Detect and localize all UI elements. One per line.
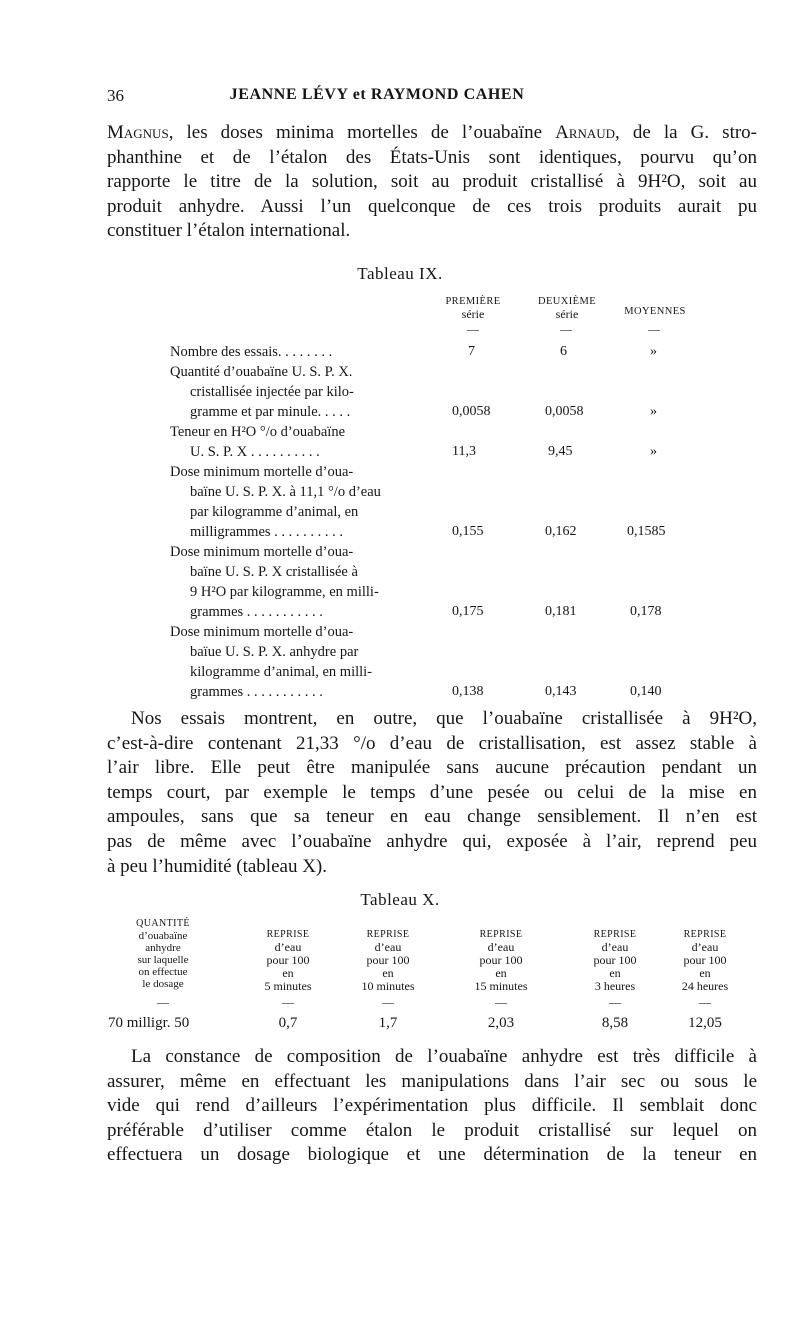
cell-value: 0,178 [630, 604, 662, 619]
table-10-dash: — [699, 995, 711, 1009]
text-line: effectuera un dosage biologique et une détermination de la teneur en [107, 1144, 757, 1166]
cell-value: 0,7 [278, 1015, 298, 1031]
cell-value: 11,3 [452, 444, 476, 459]
row-label: Nombre des essais. . . . . . . . [170, 344, 333, 360]
table-10-header-col: REPRISE d’eau pour 100 en 15 minutes [474, 929, 528, 993]
table-10-dash: — [495, 995, 507, 1009]
cell-value: 0,140 [630, 684, 662, 699]
cell-value: 2,03 [487, 1015, 515, 1031]
cell-value: 0,143 [545, 684, 577, 699]
table-10-dash: — [609, 995, 621, 1009]
table-10-header-col: REPRISE d’eau pour 100 en 10 minutes [361, 929, 415, 993]
table-10-dash: — [282, 995, 294, 1009]
cell-value: 7 [468, 344, 475, 359]
table-10 [108, 918, 748, 1038]
page-number: 36 [107, 86, 124, 105]
text-line: constituer l’étalon international. [107, 220, 351, 242]
cell-value: » [650, 404, 657, 419]
cell-value: 8,58 [601, 1015, 629, 1031]
cell-value: » [650, 444, 657, 459]
text-line: pas de même avec l’ouabaïne anhydre qui, exposée à l’air, reprend peu [107, 830, 757, 852]
text-line: Magnus, les doses minima mortelles de l’ouabaïne Arnaud, de la G. stro- [107, 122, 757, 143]
text-line: phanthine et de l’étalon des États-Unis sont identiques, pourvu qu’on [107, 146, 757, 168]
row-label: Dose minimum mortelle d’oua- baïne U. S. P. X cristallisée à 9 H²O par kilogramme, en milli- grammes . . . . . . . . . . . [170, 544, 379, 620]
table-9 [170, 295, 690, 700]
cell-value: 9,45 [548, 444, 573, 459]
text-line: La constance de composition de l’ouabaïne anhydre est très difficile à [131, 1046, 757, 1067]
table-10-header-col: REPRISE d’eau pour 100 en 3 heures [593, 929, 637, 993]
text-line: l’air libre. Elle peut être manipulée sans aucune précaution pendant un [107, 757, 757, 779]
row-label: 70 milligr. 50 [108, 1015, 190, 1031]
text-line: rapporte le titre de la solution, soit au produit cristallisé à 9H²O, soit au [107, 171, 757, 193]
cell-value: 0,138 [452, 684, 484, 699]
table-9-dash: — [467, 322, 479, 336]
text-line: préférable d’utiliser comme étalon le produit cristallisé sur lequel on [107, 1119, 757, 1141]
table-10-dash: — [157, 995, 169, 1009]
table-10-title: Tableau X. [360, 890, 440, 909]
cell-value: 6 [560, 344, 567, 359]
text-line: vide qui rend d’ailleurs l’expérimentation plus difficile. Il semblait donc [107, 1095, 757, 1117]
table-9-header-col2: DEUXIÈME série [537, 296, 597, 321]
text-line: à peu l’humidité (tableau X). [107, 855, 328, 877]
row-label: Quantité d’ouabaïne U. S. P. X. cristallisée injectée par kilo- gramme et par minule. . . . . [170, 364, 354, 420]
table-10-header-col: REPRISE d’eau pour 100 en 24 heures [681, 929, 729, 993]
table-9-title: Tableau IX. [357, 264, 443, 283]
cell-value: 0,0058 [452, 404, 491, 419]
table-9-dash: — [648, 322, 660, 336]
table-10-header-first: QUANTITÉ d’ouabaïne anhydre sur laquelle on effectue le dosage [136, 918, 190, 990]
table-9-dash: — [560, 322, 572, 336]
paragraph-intro [107, 121, 757, 244]
cell-value: 0,155 [452, 524, 484, 539]
cell-value: 1,7 [378, 1015, 398, 1031]
cell-value: 0,0058 [545, 404, 584, 419]
text-line: ampoules, sans que sa teneur en eau change sensiblement. Il n’en est [107, 806, 757, 828]
paragraph-conclusion [107, 1045, 757, 1168]
table-9-header-col3: MOYENNES [624, 306, 686, 317]
cell-value: 0,1585 [627, 524, 666, 539]
row-label: Teneur en H²O °/o d’ouabaïne U. S. P. X . . . . . . . . . . [170, 424, 346, 460]
cell-value: 12,05 [688, 1015, 722, 1031]
table-10-header-col: REPRISE d’eau pour 100 en 5 minutes [264, 929, 312, 993]
table-9-header-col1: PREMIÈRE série [445, 296, 501, 321]
text-line: produit anhydre. Aussi l’un quelconque de ces trois produits aurait pu [107, 195, 757, 217]
row-label: Dose minimum mortelle d’oua- baïne U. S. P. X. à 11,1 °/o d’eau par kilogramme d’animal, en milligrammes . . . . . . . . . . [170, 464, 381, 540]
text-line: temps court, par exemple le temps d’une pesée ou celui de la mise en [107, 781, 757, 803]
cell-value: 0,162 [545, 524, 577, 539]
page-header [107, 86, 757, 108]
running-head: JEANNE LÉVY et RAYMOND CAHEN [229, 86, 525, 103]
text-line: c’est-à-dire contenant 21,33 °/o d’eau de cristallisation, est assez stable à [107, 732, 757, 754]
cell-value: 0,175 [452, 604, 484, 619]
row-label: Dose minimum mortelle d’oua- baïue U. S. P. X. anhydre par kilogramme d’animal, en milli- grammes . . . . . . . . . . . [170, 624, 373, 700]
cell-value: 0,181 [545, 604, 577, 619]
paragraph-results [107, 707, 757, 879]
cell-value: » [650, 344, 657, 359]
text-line: assurer, même en effectuant les manipulations dans l’air sec ou sous le [107, 1070, 757, 1092]
text-line: Nos essais montrent, en outre, que l’ouabaïne cristallisée à 9H²O, [131, 708, 757, 729]
table-10-dash: — [382, 995, 394, 1009]
